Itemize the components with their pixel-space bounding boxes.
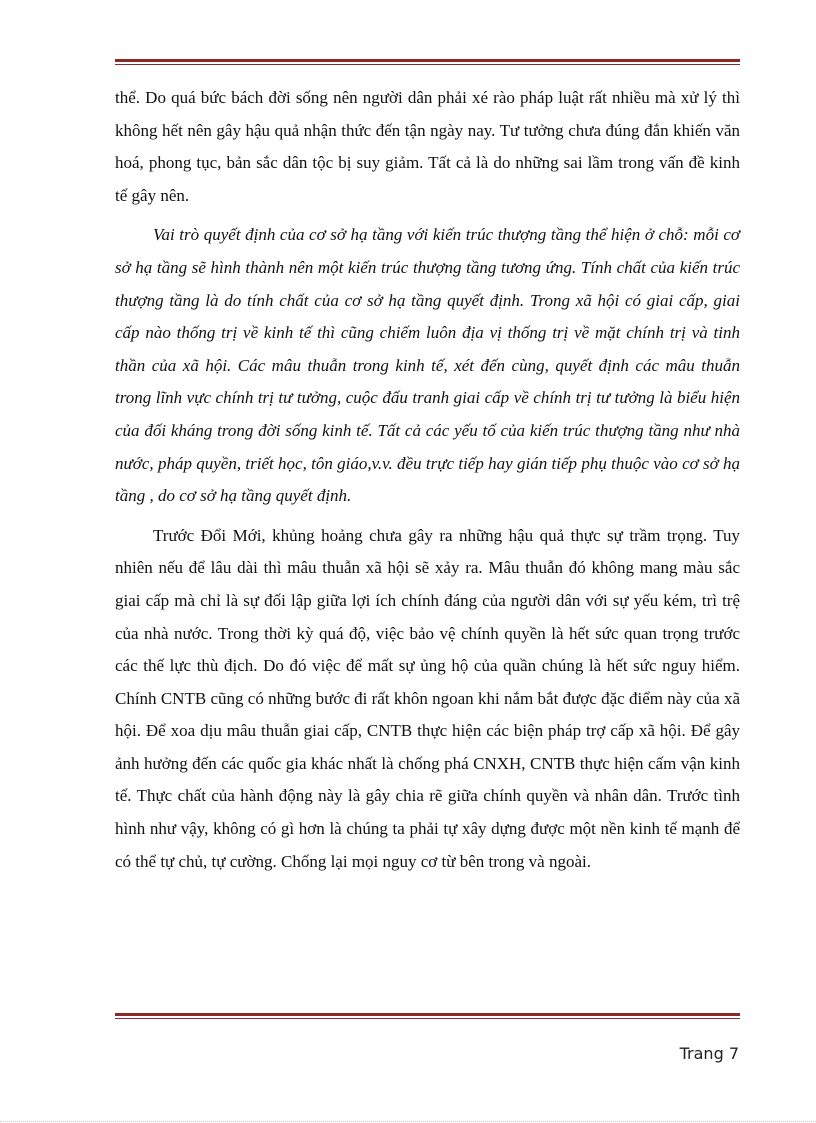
page-number: Trang 7 — [679, 1044, 739, 1063]
page-body — [115, 82, 740, 878]
footer-rule-thick — [115, 1013, 740, 1016]
header-rule-thin — [115, 64, 740, 65]
paragraph-italic-quote: Vai trò quyết định của cơ sở hạ tầng với kiến trúc thượng tầng thể hiện ở chỗ: mỗi cơ sở hạ tầng sẽ hình thành nên một kiến trúc thượng tầng tương ứng. Tính chất của kiến trúc thượng tầng là do tính chất của cơ sở hạ tầng quyết định. Trong xã hội có giai cấp, giai cấp nào thống trị về kinh tế thì cũng chiếm luôn địa vị thống trị về mặt chính trị và tinh thần của xã hội. Các mâu thuẫn trong kinh tế, xét đến cùng, quyết định các mâu thuẫn trong lĩnh vực chính trị tư tưởng, cuộc đấu tranh giai cấp về chính trị tư tưởng là biểu hiện của đối kháng trong đời sống kinh tế. Tất cả các yếu tố của kiến trúc thượng tầng như nhà nước, pháp quyền, triết học, tôn giáo,v.v. đều trực tiếp hay gián tiếp phụ thuộc vào cơ sở hạ tầng , do cơ sở hạ tầng quyết định. — [115, 225, 740, 506]
paragraph-doi-moi: Trước Đổi Mới, khủng hoảng chưa gây ra những hậu quả thực sự trầm trọng. Tuy nhiên nếu để lâu dài thì mâu thuẫn xã hội sẽ xảy ra. Mâu thuẫn đó không mang màu sắc giai cấp mà chỉ là sự đối lập giữa lợi ích chính đáng của người dân với sự yếu kém, trì trệ của nhà nước. Trong thời kỳ quá độ, việc bảo vệ chính quyền là hết sức quan trọng trước các thế lực thù địch. Do đó việc để mất sự ủng hộ của quần chúng là hết sức nguy hiểm. Chính CNTB cũng có những bước đi rất khôn ngoan khi nắm bắt được đặc điểm này của xã hội. Để xoa dịu mâu thuẫn giai cấp, CNTB thực hiện các biện pháp trợ cấp xã hội. Để gây ảnh hưởng đến các quốc gia khác nhất là chống phá CNXH, CNTB thực hiện cấm vận kinh tế. Thực chất của hành động này là gây chia rẽ giữa chính quyền và nhân dân. Trước tình hình như vậy, không có gì hơn là chúng ta phải tự xây dựng được một nền kinh tế mạnh để có thể tự chủ, tự cường. Chống lại mọi nguy cơ từ bên trong và ngoài. — [115, 525, 740, 871]
page-edge-divider — [0, 1121, 816, 1122]
footer-rule-thin — [115, 1018, 740, 1019]
paragraph-continuation: thể. Do quá bức bách đời sống nên người dân phải xé rào pháp luật rất nhiều mà xử lý thì không hết nên gây hậu quả nhận thức đến tận ngày nay. Tư tưởng chưa đúng đắn khiến văn hoá, phong tục, bản sắc dân tộc bị suy giảm. Tất cả là do những sai lầm trong vấn đề kinh tế gây nên. — [115, 88, 740, 205]
header-rule-thick — [115, 59, 740, 62]
footer-rule — [115, 1013, 740, 1019]
header-rule — [115, 59, 740, 65]
